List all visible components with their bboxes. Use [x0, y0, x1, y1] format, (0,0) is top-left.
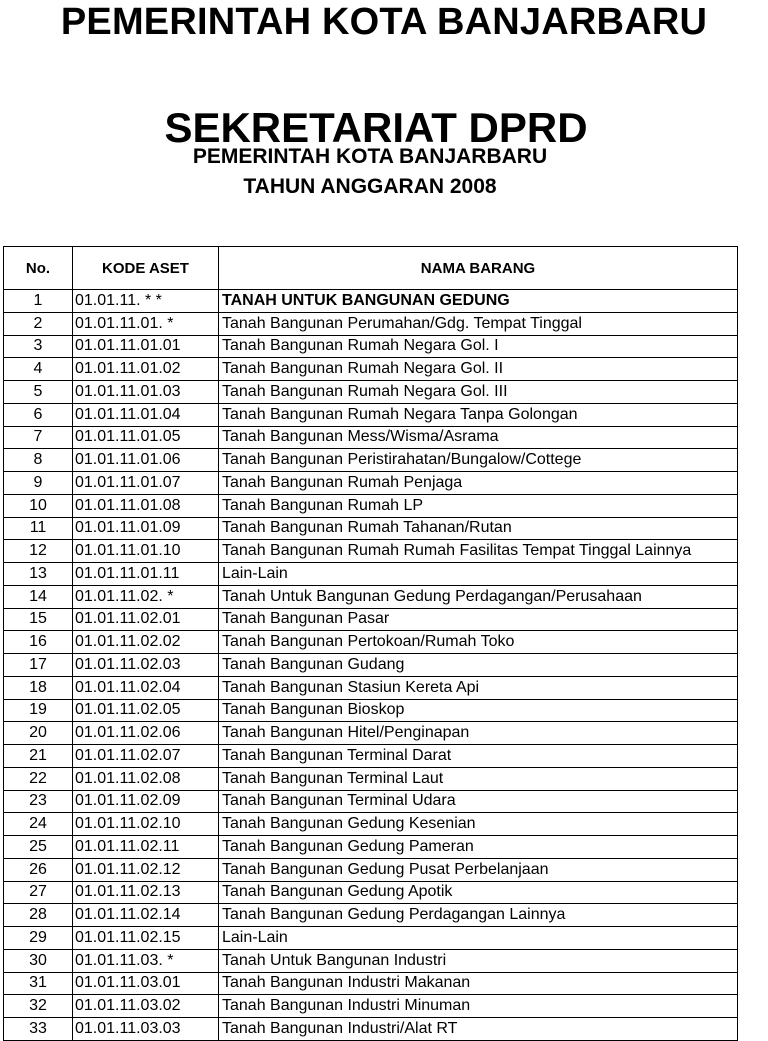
cell-kode-aset: 01.01.11. * * [73, 290, 219, 313]
cell-nama-barang: Tanah Bangunan Industri Makanan [219, 973, 738, 996]
table-row [4, 950, 738, 973]
table-row [4, 995, 738, 1018]
table-header-row [4, 247, 738, 290]
cell-kode-aset: 01.01.11.02.04 [73, 677, 219, 700]
table-row [4, 449, 738, 472]
cell-kode-aset: 01.01.11.02.10 [73, 813, 219, 836]
cell-no: 29 [4, 927, 73, 950]
table-body [4, 290, 738, 1041]
cell-kode-aset: 01.01.11.02.09 [73, 791, 219, 814]
cell-no: 18 [4, 677, 73, 700]
cell-kode-aset: 01.01.11.01.01 [73, 336, 219, 359]
table-row [4, 882, 738, 905]
cell-nama-barang: Tanah Bangunan Rumah Negara Tanpa Golongan [219, 404, 738, 427]
cell-nama-barang: Tanah Bangunan Rumah LP [219, 495, 738, 518]
cell-no: 5 [4, 381, 73, 404]
cell-nama-barang: Tanah Untuk Bangunan Gedung Perdagangan/Perusahaan [219, 586, 738, 609]
table-row [4, 404, 738, 427]
cell-nama-barang: Tanah Bangunan Industri Minuman [219, 995, 738, 1018]
table-row [4, 859, 738, 882]
cell-no: 17 [4, 654, 73, 677]
cell-no: 27 [4, 882, 73, 905]
cell-nama-barang: Tanah Bangunan Pertokoan/Rumah Toko [219, 631, 738, 654]
cell-nama-barang: Tanah Bangunan Gedung Pameran [219, 836, 738, 859]
table-row [4, 973, 738, 996]
cell-no: 6 [4, 404, 73, 427]
cell-no: 16 [4, 631, 73, 654]
cell-kode-aset: 01.01.11.03.03 [73, 1018, 219, 1041]
cell-no: 30 [4, 950, 73, 973]
cell-kode-aset: 01.01.11.01.08 [73, 495, 219, 518]
cell-nama-barang: Tanah Bangunan Peristirahatan/Bungalow/Cottege [219, 449, 738, 472]
cell-nama-barang: Tanah Bangunan Terminal Udara [219, 791, 738, 814]
fiscal-year: TAHUN ANGGARAN 2008 [243, 175, 497, 198]
cell-nama-barang: Tanah Bangunan Rumah Negara Gol. II [219, 358, 738, 381]
cell-nama-barang: Tanah Bangunan Gudang [219, 654, 738, 677]
table-row [4, 427, 738, 450]
cell-nama-barang: Tanah Bangunan Terminal Darat [219, 745, 738, 768]
table-row [4, 518, 738, 541]
cell-no: 14 [4, 586, 73, 609]
cell-nama-barang: Tanah Bangunan Gedung Apotik [219, 882, 738, 905]
table-row [4, 677, 738, 700]
table-row [4, 927, 738, 950]
table-row [4, 381, 738, 404]
table-row [4, 336, 738, 359]
cell-kode-aset: 01.01.11.02.13 [73, 882, 219, 905]
table-row [4, 654, 738, 677]
cell-nama-barang: Tanah Bangunan Rumah Negara Gol. I [219, 336, 738, 359]
table-row [4, 791, 738, 814]
cell-nama-barang: Tanah Bangunan Gedung Pusat Perbelanjaan [219, 859, 738, 882]
subtitle: PEMERINTAH KOTA BANJARBARU [192, 145, 548, 168]
table-row [4, 836, 738, 859]
cell-kode-aset: 01.01.11.01.11 [73, 563, 219, 586]
cell-nama-barang: Tanah Bangunan Rumah Rumah Fasilitas Tempat Tinggal Lainnya [219, 540, 738, 563]
column-header-no: No. [4, 247, 73, 290]
cell-nama-barang: TANAH UNTUK BANGUNAN GEDUNG [219, 290, 738, 313]
table-row [4, 745, 738, 768]
cell-kode-aset: 01.01.11.03. * [73, 950, 219, 973]
table-row [4, 768, 738, 791]
cell-kode-aset: 01.01.11.02.01 [73, 609, 219, 632]
table-row [4, 609, 738, 632]
cell-no: 20 [4, 722, 73, 745]
table-row [4, 586, 738, 609]
cell-no: 9 [4, 472, 73, 495]
cell-no: 11 [4, 518, 73, 541]
cell-nama-barang: Tanah Bangunan Hitel/Penginapan [219, 722, 738, 745]
cell-no: 3 [4, 336, 73, 359]
cell-no: 31 [4, 973, 73, 996]
cell-kode-aset: 01.01.11.01.04 [73, 404, 219, 427]
cell-nama-barang: Tanah Bangunan Rumah Tahanan/Rutan [219, 518, 738, 541]
cell-nama-barang: Tanah Bangunan Perumahan/Gdg. Tempat Tinggal [219, 313, 738, 336]
cell-kode-aset: 01.01.11.02.02 [73, 631, 219, 654]
cell-no: 22 [4, 768, 73, 791]
cell-no: 33 [4, 1018, 73, 1041]
cell-kode-aset: 01.01.11.01. * [73, 313, 219, 336]
cell-no: 23 [4, 791, 73, 814]
organization-title: PEMERINTAH KOTA BANJARBARU [60, 1, 708, 43]
cell-kode-aset: 01.01.11.02.06 [73, 722, 219, 745]
cell-no: 25 [4, 836, 73, 859]
cell-kode-aset: 01.01.11.01.03 [73, 381, 219, 404]
table-row [4, 813, 738, 836]
cell-no: 32 [4, 995, 73, 1018]
cell-no: 8 [4, 449, 73, 472]
cell-nama-barang: Lain-Lain [219, 563, 738, 586]
cell-nama-barang: Tanah Bangunan Stasiun Kereta Api [219, 677, 738, 700]
table-row [4, 904, 738, 927]
cell-kode-aset: 01.01.11.01.10 [73, 540, 219, 563]
cell-kode-aset: 01.01.11.03.01 [73, 973, 219, 996]
cell-kode-aset: 01.01.11.01.09 [73, 518, 219, 541]
cell-nama-barang: Tanah Bangunan Bioskop [219, 700, 738, 723]
cell-kode-aset: 01.01.11.01.06 [73, 449, 219, 472]
cell-nama-barang: Tanah Bangunan Rumah Negara Gol. III [219, 381, 738, 404]
cell-kode-aset: 01.01.11.02.08 [73, 768, 219, 791]
cell-nama-barang: Tanah Bangunan Terminal Laut [219, 768, 738, 791]
cell-kode-aset: 01.01.11.02.12 [73, 859, 219, 882]
cell-no: 28 [4, 904, 73, 927]
table-row [4, 631, 738, 654]
cell-kode-aset: 01.01.11.01.02 [73, 358, 219, 381]
cell-kode-aset: 01.01.11.01.05 [73, 427, 219, 450]
table-row [4, 358, 738, 381]
cell-nama-barang: Tanah Untuk Bangunan Industri [219, 950, 738, 973]
table-row [4, 495, 738, 518]
cell-no: 26 [4, 859, 73, 882]
table-row [4, 290, 738, 313]
cell-no: 13 [4, 563, 73, 586]
cell-no: 24 [4, 813, 73, 836]
table-row [4, 1018, 738, 1041]
table-row [4, 472, 738, 495]
cell-nama-barang: Tanah Bangunan Mess/Wisma/Asrama [219, 427, 738, 450]
department-title: SEKRETARIAT DPRD [164, 104, 588, 151]
table-row [4, 563, 738, 586]
cell-no: 1 [4, 290, 73, 313]
table-row [4, 722, 738, 745]
column-header-kode-aset: KODE ASET [73, 247, 219, 290]
cell-nama-barang: Lain-Lain [219, 927, 738, 950]
cell-kode-aset: 01.01.11.02.07 [73, 745, 219, 768]
cell-kode-aset: 01.01.11.02.14 [73, 904, 219, 927]
cell-no: 7 [4, 427, 73, 450]
cell-no: 10 [4, 495, 73, 518]
cell-kode-aset: 01.01.11.01.07 [73, 472, 219, 495]
cell-kode-aset: 01.01.11.02.15 [73, 927, 219, 950]
table-row [4, 313, 738, 336]
cell-nama-barang: Tanah Bangunan Gedung Perdagangan Lainnya [219, 904, 738, 927]
cell-nama-barang: Tanah Bangunan Gedung Kesenian [219, 813, 738, 836]
cell-kode-aset: 01.01.11.02.11 [73, 836, 219, 859]
cell-nama-barang: Tanah Bangunan Industri/Alat RT [219, 1018, 738, 1041]
cell-kode-aset: 01.01.11.02.05 [73, 700, 219, 723]
table-row [4, 700, 738, 723]
cell-no: 21 [4, 745, 73, 768]
cell-no: 19 [4, 700, 73, 723]
cell-no: 12 [4, 540, 73, 563]
cell-no: 15 [4, 609, 73, 632]
cell-kode-aset: 01.01.11.02.03 [73, 654, 219, 677]
cell-kode-aset: 01.01.11.02. * [73, 586, 219, 609]
cell-no: 2 [4, 313, 73, 336]
asset-table [3, 246, 738, 1041]
table-row [4, 540, 738, 563]
cell-no: 4 [4, 358, 73, 381]
cell-kode-aset: 01.01.11.03.02 [73, 995, 219, 1018]
cell-nama-barang: Tanah Bangunan Rumah Penjaga [219, 472, 738, 495]
cell-nama-barang: Tanah Bangunan Pasar [219, 609, 738, 632]
column-header-nama-barang: NAMA BARANG [219, 247, 738, 290]
